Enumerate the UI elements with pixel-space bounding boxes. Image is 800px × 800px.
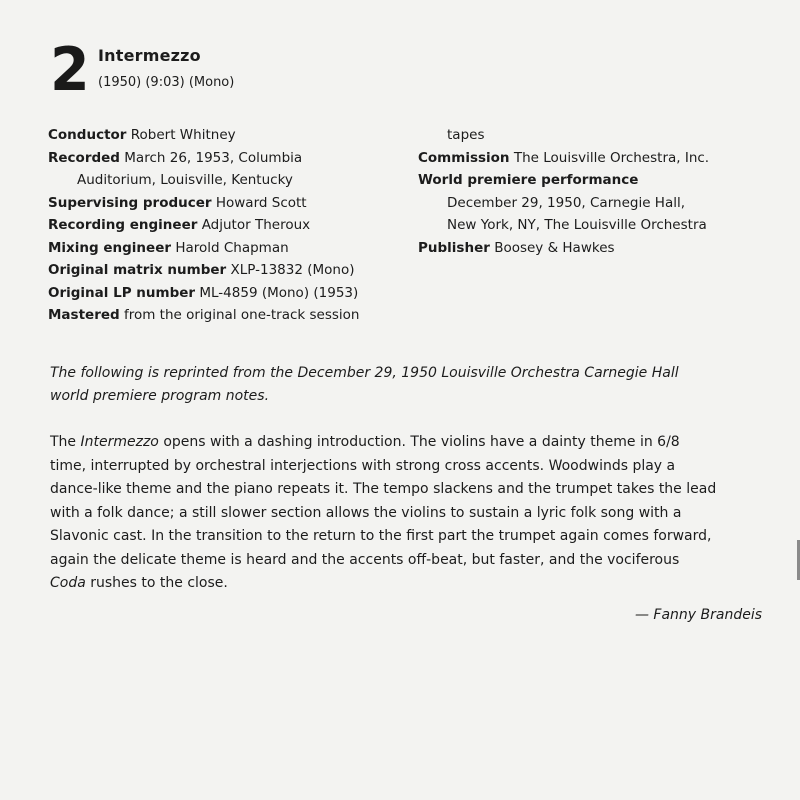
credit-value: December 29, 1950, Carnegie Hall, [447,194,686,211]
credit-value: Howard Scott [215,194,307,211]
body-line: with a folk dance; a still slower section allows the violins to sustain a lyric folk song with a [50,504,682,521]
body-text: opens with a dashing introduction. The violins have a dainty theme in 6/8 [158,434,680,450]
credit-value: Auditorium, Louisville, Kentucky [77,172,293,188]
credit-label: Commission [418,149,510,166]
author-byline: — Fanny Brandeis [634,607,762,623]
credit-label: Mastered [48,307,120,323]
credit-value: The Louisville Orchestra, Inc. [513,149,710,166]
credit-premiere-date [418,192,778,215]
credit-publisher [418,237,778,260]
coda-italic: Coda [50,575,86,591]
track-number: 2 [50,35,90,105]
intro-line: world premiere program notes. [50,388,270,404]
body-line: dance-like theme and the piano repeats it. The tempo slackens and the trumpet takes the lead [50,481,717,497]
credit-value: Boosey & Hawkes [494,239,615,256]
credits-right-column [418,124,778,259]
credit-label: Original matrix number [48,262,227,278]
credit-commission [418,147,778,170]
body-text: The [50,434,81,450]
credit-label: Conductor [48,127,127,143]
credit-conductor [48,124,408,147]
credit-label: Original LP number [48,284,196,301]
credit-value: XLP-13832 (Mono) [230,262,355,278]
credit-mastered-cont [418,124,778,147]
credit-value: Harold Chapman [175,239,289,256]
credit-supervising-producer [48,192,408,215]
credit-recording-engineer [48,214,408,237]
credit-label: Supervising producer [48,194,212,211]
credit-value: ML-4859 (Mono) (1953) [199,284,359,301]
credits-left-column [48,124,408,327]
credit-label: Recording engineer [48,217,198,233]
credit-label: Mixing engineer [48,239,172,256]
credit-mastered [48,304,408,327]
credit-lp-number [48,282,408,305]
credit-value: March 26, 1953, Columbia [124,149,303,166]
credit-label: Recorded [48,149,120,166]
body-line: Slavonic cast. In the transition to the return to the first part the trumpet again comes forward, [50,528,712,544]
credit-value: from the original one-track session [123,307,360,323]
body-text: rushes to the close. [85,575,228,591]
credit-world-premiere [418,169,778,192]
program-note-intro [50,362,765,408]
credit-value: Adjutor Theroux [201,217,311,233]
credit-value: Robert Whitney [130,127,236,143]
credit-recorded-cont [48,169,408,192]
body-line: time, interrupted by orchestral interjections with strong cross accents. Woodwinds play a [50,457,676,474]
body-line [50,431,772,455]
credit-value: New York, NY, The Louisville Orchestra [447,217,707,233]
credit-matrix-number [48,259,408,282]
track-title: Intermezzo [98,46,201,65]
track-meta: (1950) (9:03) (Mono) [98,75,235,90]
credit-recorded [48,147,408,170]
credit-value: tapes [447,127,485,143]
intro-line: The following is reprinted from the December 29, 1950 Louisville Orchestra Carnegie Hall [50,365,679,381]
body-line: again the delicate theme is heard and the accents off-beat, but faster, and the vociferous [50,551,680,568]
program-note-body [50,431,772,596]
credit-label: Publisher [418,239,490,256]
work-title-italic: Intermezzo [80,434,159,450]
credit-premiere-place [418,214,778,237]
credit-mixing-engineer [48,237,408,260]
body-line [50,572,772,596]
credit-label: World premiere performance [418,172,639,188]
